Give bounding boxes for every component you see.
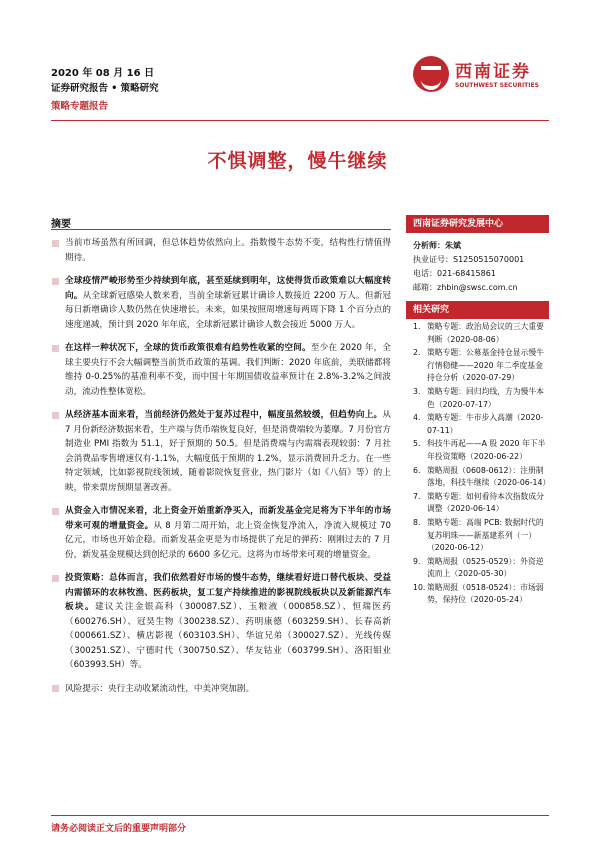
paragraph-text: 至少在 2020 年，全球主要央行不会大幅调整当前货币政策的基调。我们判断：2020 年底前，美联储都将维持 0-0.25%的基准利率不变，而中国十年期国债收益率预计在 2.8%-3.2%之间波动，流动性整体宽松。 — [65, 343, 391, 397]
abstract-body — [51, 234, 391, 705]
related-item-number: 5. — [413, 439, 421, 449]
related-research-item[interactable] — [413, 412, 549, 437]
abstract-paragraph — [51, 236, 391, 265]
report-date: 2020 年 08 月 16 日 — [51, 68, 155, 79]
related-item-number: 10. — [413, 582, 426, 592]
analyst-phone: 电话：021-68415861 — [413, 269, 496, 278]
related-item-number: 7. — [413, 491, 421, 501]
abstract-paragraph — [51, 341, 391, 399]
related-research-list — [406, 319, 549, 610]
paragraph-lead: 从经济基本面来看，当前经济仍然处于复苏过程中，幅度虽然较缓，但趋势向上。 — [65, 410, 383, 420]
related-item-text: 策略专题：如何看待本次指数成分调整（2020-06-14） — [427, 491, 544, 514]
paragraph-lead: 全球疫情严峻形势至少持续到年底，甚至延续到明年，这使得货币政策难以大幅度转向。 — [65, 276, 391, 301]
paragraph-text: 风险提示：央行主动收紧流动性，中美冲突加剧。 — [65, 683, 255, 694]
related-item-text: 策略专题：回归均线，方为慢牛本色（2020-07-17） — [427, 386, 544, 409]
footer-disclaimer: 请务必阅读正文后的重要声明部分 — [51, 824, 187, 834]
company-logo — [413, 54, 553, 96]
abstract-paragraph — [51, 504, 391, 562]
related-item-number: 3. — [413, 386, 421, 396]
paragraph-lead: 从资金入市情况来看，北上资金开始重新净买入，而新发基金完足将为下半年的市场带来可观的增量资金。 — [65, 506, 391, 531]
abstract-paragraph — [51, 274, 391, 332]
report-type: 证券研究报告 • 策略研究 — [51, 83, 159, 94]
abstract-paragraph — [51, 408, 391, 495]
report-title: 不惧调整，慢牛继续 — [207, 150, 388, 172]
paragraph-text: 从 7 月份新经济数据来看，生产端与货币端恢复良好，但是消费端较为萎靡。7 月份官方制造业 PMI 指数为 51.1，好于预期的 50.5。但是消费端与内需端表现较弱：7 月社会消费品零售增速仅有-1.1%，大幅度低于预期的 1.2%，显示消费回升乏力。在一些特定领域，比如影视院线领域，随着影院恢复营业，热门影片（如《八佰》等）的上映，带来票房预期显著改善。 — [65, 410, 391, 493]
related-research-item[interactable] — [413, 347, 549, 385]
related-research-item[interactable] — [413, 582, 549, 607]
logo-text-en: SOUTHWEST SECURITIES — [455, 82, 539, 89]
related-item-number: 6. — [413, 465, 421, 475]
related-research-item[interactable] — [413, 386, 549, 411]
related-research-item[interactable] — [413, 321, 549, 346]
sidebar — [406, 215, 549, 610]
analyst-info — [406, 233, 549, 301]
abstract-paragraph — [51, 571, 391, 673]
related-item-text: 策略专题：公募基金持仓显示慢牛行情稳健——2020 年二季度基金持仓分析（2020-07-29） — [427, 348, 544, 383]
analyst-license: 执业证号：S1250515070001 — [413, 255, 525, 264]
related-item-number: 2. — [413, 348, 421, 358]
related-research-item[interactable] — [413, 465, 549, 490]
related-item-text: 策略专题：牛市步入高潮（2020-07-11） — [427, 413, 544, 435]
paragraph-lead: 投资策略：总体而言，我们依然看好市场的慢牛态势，继续看好进口替代板块、受益内需循环的农林牧渔、医药板块，复工复产持续推进的影视院线板块以及新能源汽车板块。 — [65, 573, 391, 612]
report-subtype: 策略专题报告 — [51, 101, 109, 112]
header-divider — [51, 120, 549, 121]
related-item-number: 8. — [413, 517, 421, 527]
abstract-divider — [51, 229, 391, 230]
related-item-number: 1. — [413, 322, 421, 331]
related-research-item[interactable] — [413, 438, 549, 463]
paragraph-text: 从全球新冠感染人数来看，当前全球新冠累计确诊人数接近 2200 万人。但新冠每日新增确诊人数仍然在快速增长。未来，如果按照周增速每两周下降 1 个百分点的速度递减，预计到 2020 年年底，全球新冠累计确诊人数会接近 5000 万人。 — [65, 290, 391, 330]
related-item-text: 科技牛再起——A 股 2020 年下半年投资策略（2020-06-22） — [427, 439, 546, 461]
related-item-text: 策略专题：高端 PCB: 数据时代的复苏明珠——新基建系列（一）（2020-06-12） — [427, 517, 544, 553]
related-research-item[interactable] — [413, 556, 549, 581]
paragraph-text: 当前市场虽然有所回调，但总体趋势依然向上。指数慢牛态势不变，结构性行情值得期待。 — [65, 238, 391, 263]
related-research-item[interactable] — [413, 491, 549, 516]
abstract-paragraph — [51, 682, 391, 697]
related-item-number: 9. — [413, 556, 421, 566]
logo-text-cn: 西南证券 — [455, 62, 531, 82]
related-item-number: 4. — [413, 413, 421, 423]
related-item-text: 策略周报（0518-0524）：市场弱势，保持位（2020-05-24） — [427, 582, 544, 605]
paragraph-text: 从 8 月第二周开始，北上资金恢复净流入，净流入规模过 70 亿元，市场也开始企稳。而新发基金更是为市场提供了充足的弹药：刚刚过去的 7 月份，新发基金规模达到创纪录的 6600 多亿元。这将为市场带来可观的增量资金。 — [65, 520, 391, 560]
abstract-label: 摘要 — [51, 219, 71, 230]
related-research-item[interactable] — [413, 517, 549, 555]
research-center-title: 西南证券研究发展中心 — [406, 215, 549, 233]
footer-divider — [51, 815, 549, 816]
related-research-title: 相关研究 — [406, 301, 549, 319]
paragraph-text: 建议关注金银高科（300087.SZ）、玉粮液（000858.SZ）、恒瑞医药（600276.SH）、冠昊生物（300238.SZ）、药明康德（603259.SH）、长春高新（000661.SZ）、横店影视（603103.SH）、华谊兄弟（300027.SZ）、光线传媒（300251.SZ）、宁德时代（300750.SZ）、华友钴业（603799.SH）、洛阳钼业（603993.SH）等。 — [65, 602, 391, 670]
related-item-text: 策略周报（0525-0529）：外资逆流而上（2020-05-30） — [427, 556, 544, 579]
paragraph-lead: 在这样一种状况下，全球的货币政策很难有趋势性收紧的空间。 — [65, 343, 311, 353]
analyst-name: 分析师：朱斌 — [413, 241, 461, 250]
analyst-email[interactable]: 邮箱：zhbin@swsc.com.cn — [413, 283, 518, 292]
related-item-text: 策略专题：政治局会议的三大重要判断（2020-08-06） — [427, 322, 544, 344]
logo-emblem-icon — [413, 56, 449, 92]
related-item-text: 策略周报（0608-0612）：注册制落地，科技牛继续（2020-06-14） — [427, 465, 551, 488]
